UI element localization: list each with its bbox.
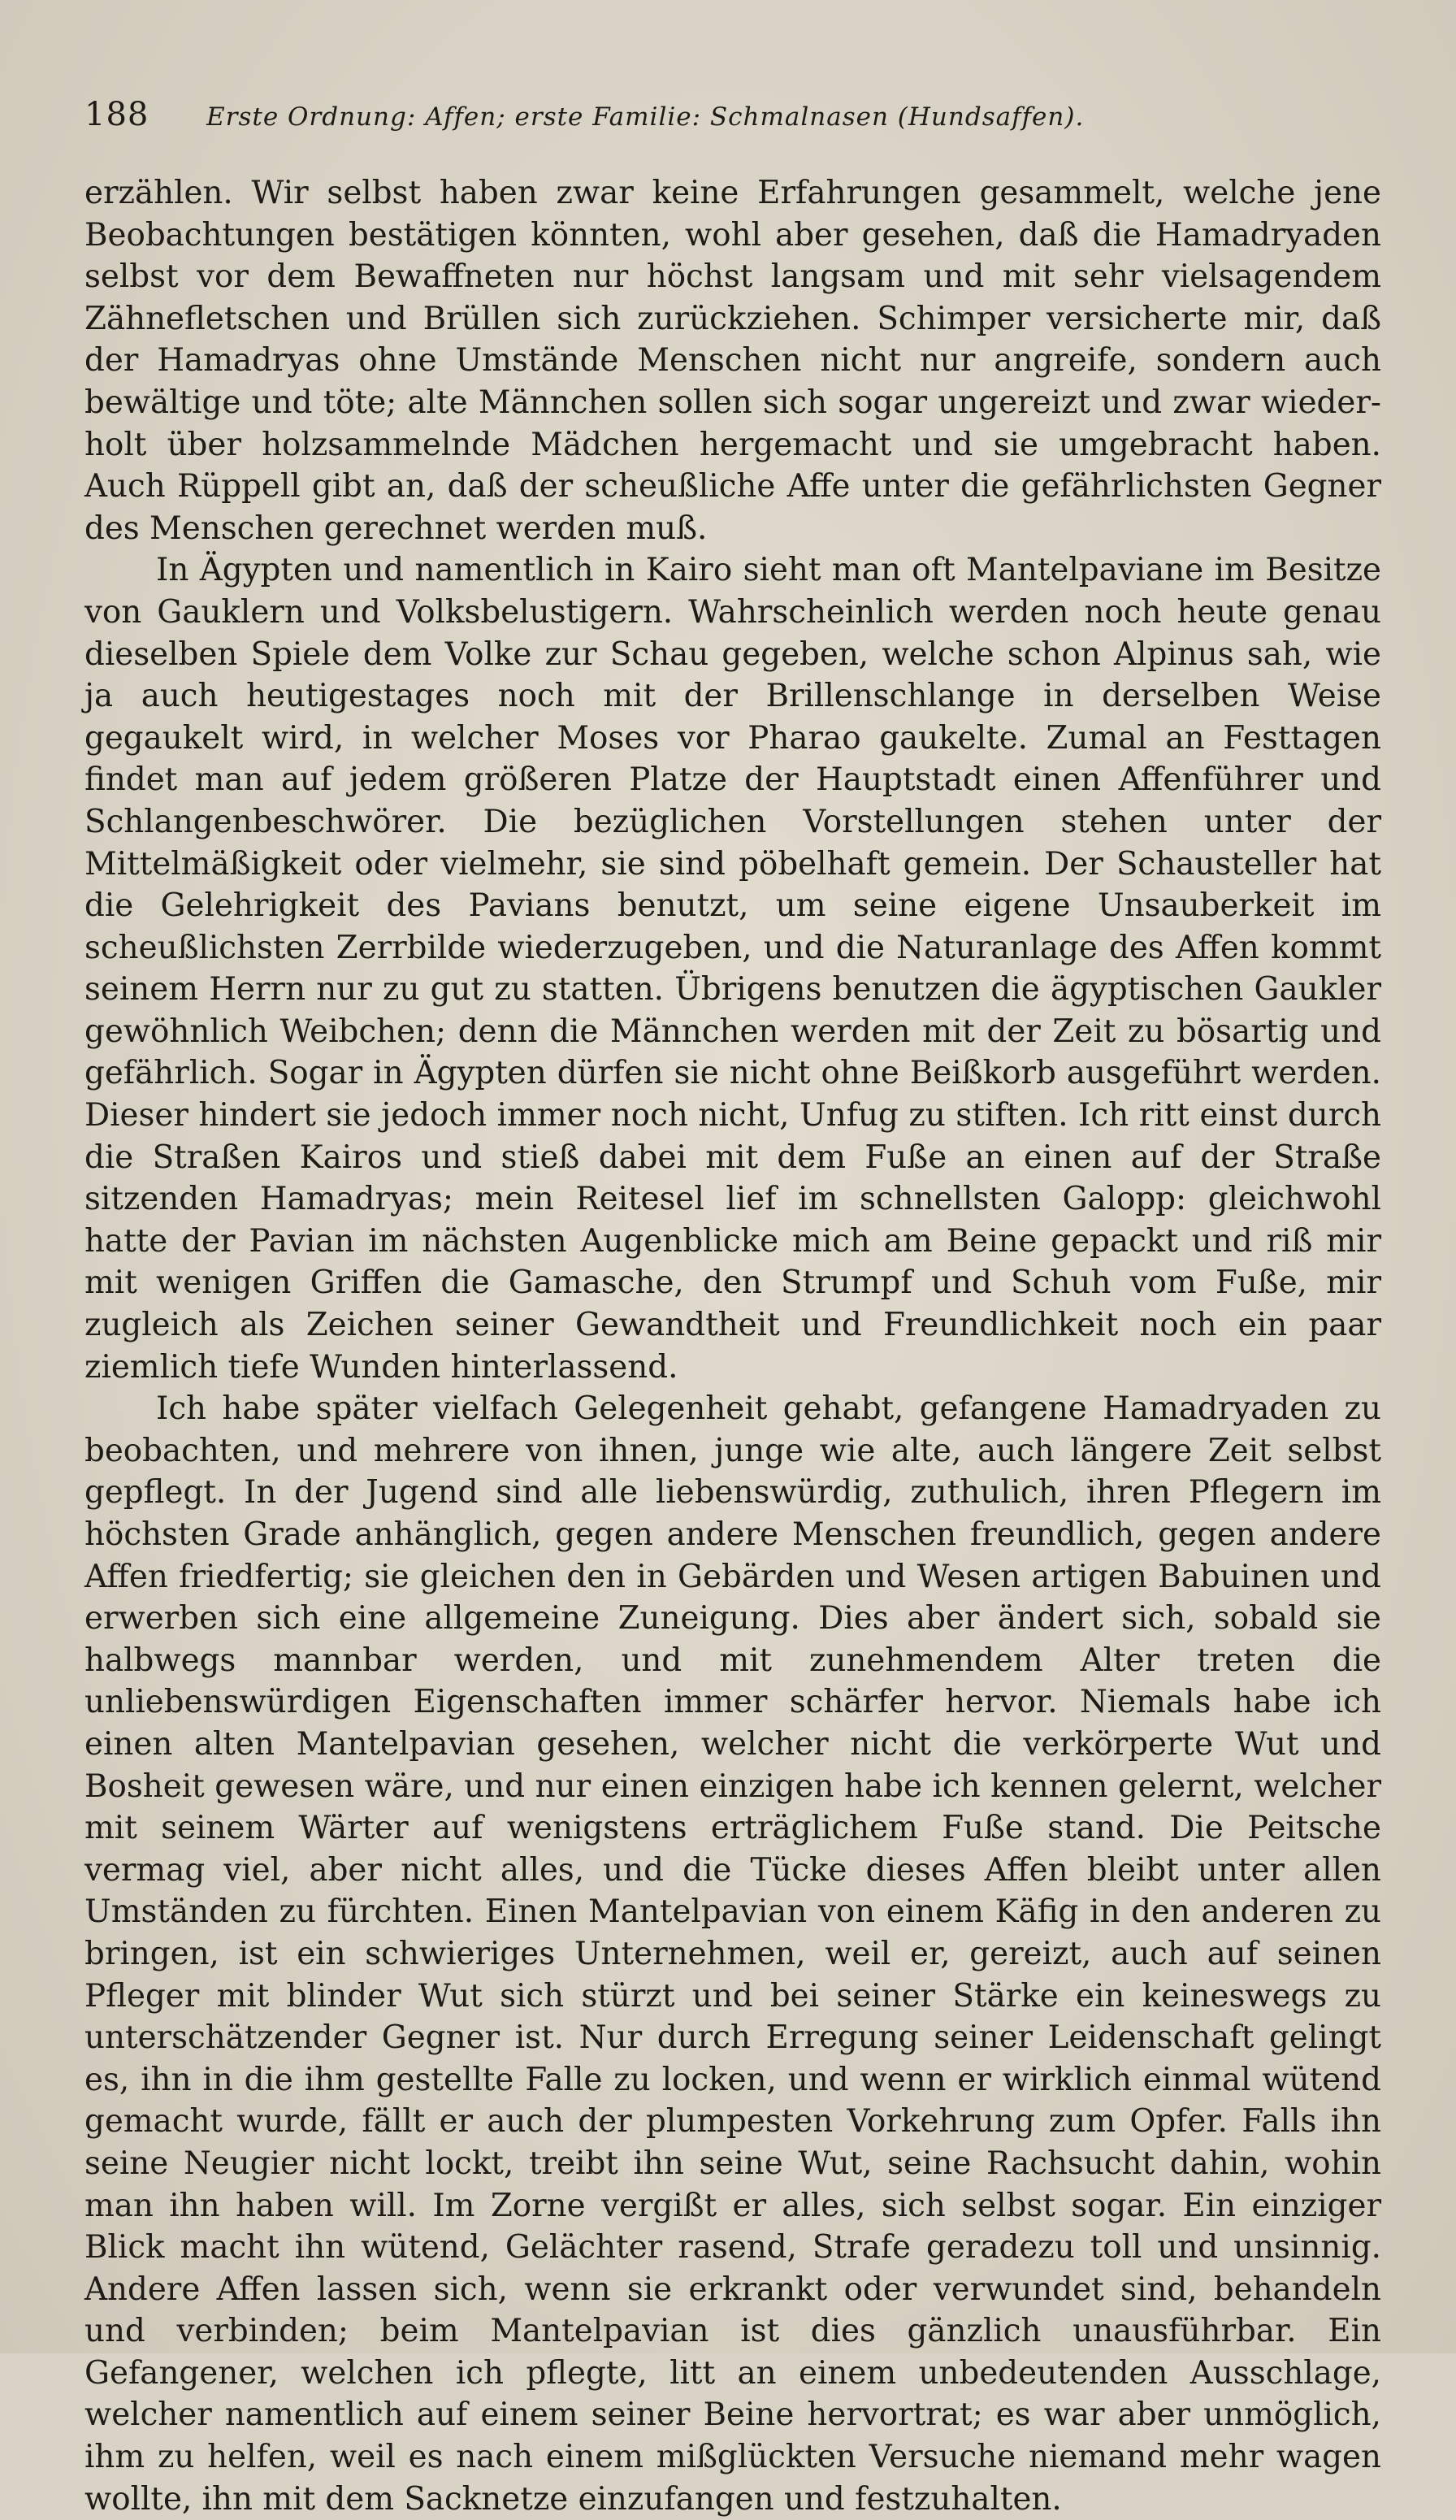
page-number: 188 <box>84 96 150 133</box>
paragraph-continuation: erzählen. Wir selbst haben zwar keine Erfahrungen gesammelt, welche jene Beobachtungen bestätigen könnten, wohl aber gesehen, daß die Hamadryaden selbst vor dem Bewaffneten nur höchst langsam und mit sehr vielsagendem Zähnefletschen und Brüllen sich zurückziehen. Schimper versicherte mir, daß der Hamadryas ohne Umstände Menschen nicht nur angreife, sondern auch bewältige und töte; alte Männchen sollen sich sogar ungereizt und zwar wiederholt über holzsammelnde Mädchen hergemacht und sie umgebracht haben. Auch Rüppell gibt an, daß der scheußliche Affe unter die gefährlichsten Gegner des Menschen gerechnet werden muß. <box>84 175 1381 547</box>
running-title: Erste Ordnung: Affen; erste Familie: Schmalnasen (Hundsaffen). <box>206 102 1085 132</box>
paragraph-egypt-gauklers: In Ägypten und namentlich in Kairo sieht man oft Mantelpaviane im Besitze von Gauklern und Volksbelustigern. Wahrscheinlich werden noch heute genau dieselben Spiele dem Volke zur Schau gegeben, welche schon Alpinus sah, wie ja auch heutigestages noch mit der Brillenschlange in derselben Weise gegaukelt wird, in welcher Moses vor Pharao gaukelte. Zumal an Festtagen findet man auf jedem größeren Platze der Hauptstadt einen Affenführer und Schlangenbeschwörer. Die bezüglichen Vorstellungen stehen unter der Mittelmäßigkeit oder vielmehr, sie sind pöbelhaft gemein. Der Schausteller hat die Gelehrigkeit des Pavians benutzt, um seine eigene Unsauberkeit im scheußlichsten Zerrbilde wiederzugeben, und die Naturanlage des Affen kommt seinem Herrn nur zu gut zu statten. Übrigens benutzen die ägyptischen Gaukler gewöhnlich Weibchen; denn die Männchen werden mit der Zeit zu bösartig und gefährlich. Sogar in Ägypten dürfen sie nicht ohne Beißkorb ausgeführt werden. Dieser hindert sie jedoch immer noch nicht, Unfug zu stiften. Ich ritt einst durch die Straßen Kairos und stieß dabei mit dem Fuße an einen auf der Straße sitzenden Hamadryas; mein Reitesel lief im schnellsten Galopp: gleichwohl hatte der Pavian im nächsten Augenblicke mich am Beine gepackt und riß mir mit wenigen Griffen die Gamasche, den Strumpf und Schuh vom Fuße, mir zugleich als Zeichen seiner Gewandtheit und Freundlichkeit noch ein paar ziemlich tiefe Wunden hinterlassend. <box>84 552 1381 1386</box>
running-head <box>84 96 1381 166</box>
paragraph-captive-hamadryads: Ich habe später vielfach Gelegenheit gehabt, gefangene Hamadryaden zu beobachten, und mehrere von ihnen, junge wie alte, auch längere Zeit selbst gepflegt. In der Jugend sind alle liebenswürdig, zuthulich, ihren Pflegern im höchsten Grade anhänglich, gegen andere Menschen freundlich, gegen andere Affen friedfertig; sie gleichen den in Gebärden und Wesen artigen Babuinen und erwerben sich eine allgemeine Zuneigung. Dies aber ändert sich, sobald sie halbwegs mannbar werden, und mit zunehmendem Alter treten die unliebenswürdigen Eigenschaften immer schärfer hervor. Niemals habe ich einen alten Mantelpavian gesehen, welcher nicht die verkörperte Wut und Bosheit gewesen wäre, und nur einen einzigen habe ich kennen gelernt, welcher mit seinem Wärter auf wenigstens erträglichem Fuße stand. Die Peitsche vermag viel, aber nicht alles, und die Tücke dieses Affen bleibt unter allen Umständen zu fürchten. Einen Mantelpavian von einem Käfig in den anderen zu bringen, ist ein schwieriges Unternehmen, weil er, gereizt, auch auf seinen Pfleger mit blinder Wut sich stürzt und bei seiner Stärke ein keineswegs zu unterschätzender Gegner ist. Nur durch Erregung seiner Leidenschaft gelingt es, ihn in die ihm gestellte Falle zu locken, und wenn er wirklich einmal wütend gemacht wurde, fällt er auch der plumpesten Vorkehrung zum Opfer. Falls ihn seine Neugier nicht lockt, treibt ihn seine Wut, seine Rachsucht dahin, wohin man ihn haben will. Im Zorne vergißt er alles, sich selbst sogar. Ein einziger Blick macht ihn wütend, Gelächter rasend, Strafe geradezu toll und unsinnig. Andere Affen lassen sich, wenn sie erkrankt oder verwundet sind, behandeln und verbinden; beim Mantelpavian ist dies gänzlich unausführbar. Ein Gefangener, welchen ich pflegte, litt an einem unbedeutenden Ausschlage, welcher namentlich auf einem seiner Beine hervortrat; es war aber unmöglich, ihm zu helfen, weil es nach einem mißglückten Versuche niemand mehr wagen wollte, ihn mit dem Sacknetze einzufangen und festzuhalten. <box>84 1390 1381 2518</box>
body-text <box>84 172 1381 2520</box>
